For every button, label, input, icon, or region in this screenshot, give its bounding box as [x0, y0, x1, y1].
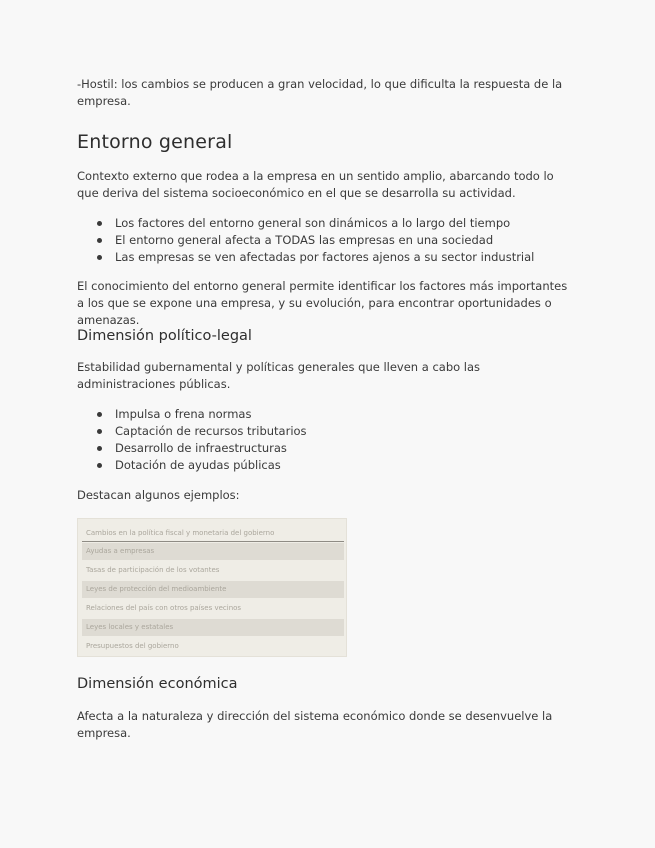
table-row: Cambios en la política fiscal y monetaria del gobierno	[82, 525, 344, 542]
list-item: Impulsa o frena normas	[95, 406, 307, 423]
examples-table-image	[77, 518, 347, 657]
table-row: Tasas de participación de los votantes	[86, 566, 220, 574]
examples-intro: Destacan algunos ejemplos:	[77, 488, 240, 502]
intro-paragraph: -Hostil: los cambios se producen a gran velocidad, lo que dificulta la respuesta de la empresa.	[77, 77, 563, 108]
bullet-icon	[97, 446, 102, 451]
bullet-icon	[97, 412, 102, 417]
list-item: Captación de recursos tributarios	[95, 423, 307, 440]
heading-politico-legal: Dimensión político-legal	[77, 328, 252, 344]
bullet-icon	[97, 238, 102, 243]
table-row: Leyes locales y estatales	[82, 619, 344, 636]
list-item: Los factores del entorno general son dinámicos a lo largo del tiempo	[95, 215, 534, 232]
list-item: Desarrollo de infraestructuras	[95, 440, 307, 457]
politico-legal-paragraph: Estabilidad gubernamental y políticas generales que lleven a cabo las administraciones públicas.	[77, 360, 481, 391]
bullet-icon	[97, 463, 102, 468]
politico-legal-bullet-list	[95, 406, 307, 474]
entorno-general-paragraph-2: El conocimiento del entorno general permite identificar los factores más importantes a los que se expone una empresa, y su evolución, para encontrar oportunidades o amenazas.	[77, 279, 568, 327]
economica-paragraph: Afecta a la naturaleza y dirección del sistema económico donde se desenvuelve la empresa.	[77, 709, 553, 740]
heading-economica: Dimensión económica	[77, 676, 238, 692]
heading-entorno-general: Entorno general	[77, 131, 233, 153]
bullet-icon	[97, 429, 102, 434]
list-item: El entorno general afecta a TODAS las empresas en una sociedad	[95, 232, 534, 249]
table-row: Presupuestos del gobierno	[86, 642, 179, 650]
table-row: Relaciones del país con otros países vecinos	[86, 604, 242, 612]
table-row: Leyes de protección del medioambiente	[82, 581, 344, 598]
entorno-general-paragraph: Contexto externo que rodea a la empresa en un sentido amplio, abarcando todo lo que deriva del sistema socioeconómico en el que se desarrolla su actividad.	[77, 169, 554, 200]
bullet-icon	[97, 221, 102, 226]
entorno-general-bullet-list	[95, 215, 534, 266]
list-item: Las empresas se ven afectadas por factores ajenos a su sector industrial	[95, 249, 534, 266]
list-item: Dotación de ayudas públicas	[95, 457, 307, 474]
table-row: Ayudas a empresas	[82, 543, 344, 560]
bullet-icon	[97, 255, 102, 260]
